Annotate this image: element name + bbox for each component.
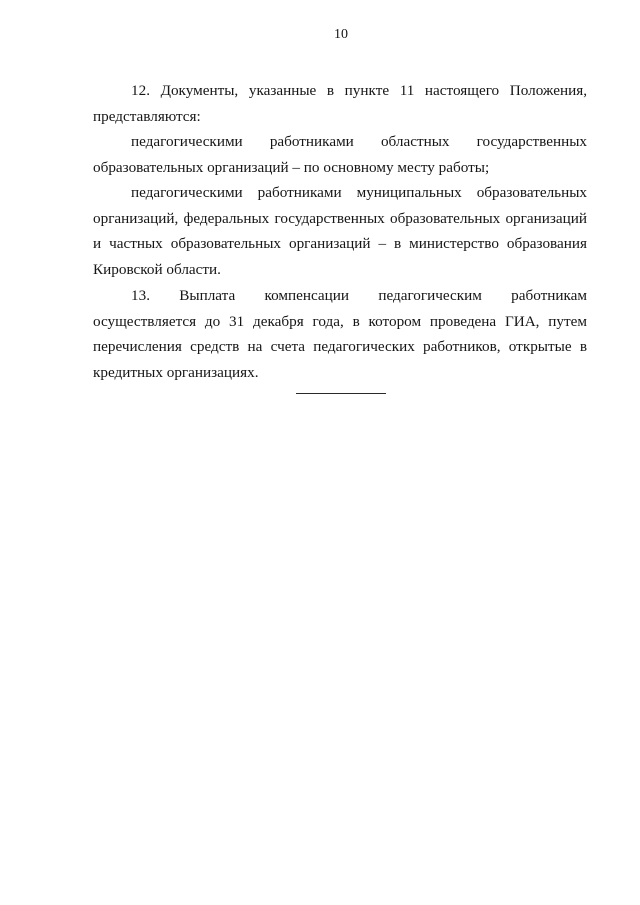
paragraph-municipal-organizations: педагогическими работниками муниципальных образовательных организаций, федеральных государственных образовательных организаций и частных образовательных организаций – в министерство образования Кировской области. xyxy=(93,184,587,278)
paragraph-item-13: 13. Выплата компенсации педагогическим работникам осуществляется до 31 декабря года, в котором проведена ГИА, путем перечисления средств на счета педагогических работников, открытые в кредитных организациях. xyxy=(93,287,587,381)
paragraph-item-12: 12. Документы, указанные в пункте 11 настоящего Положения, представляются: xyxy=(93,82,587,125)
paragraph-regional-organizations: педагогическими работниками областных государственных образовательных организаций – по основному месту работы; xyxy=(93,133,587,176)
page-number: 10 xyxy=(334,27,348,42)
end-of-document-rule xyxy=(296,393,386,394)
